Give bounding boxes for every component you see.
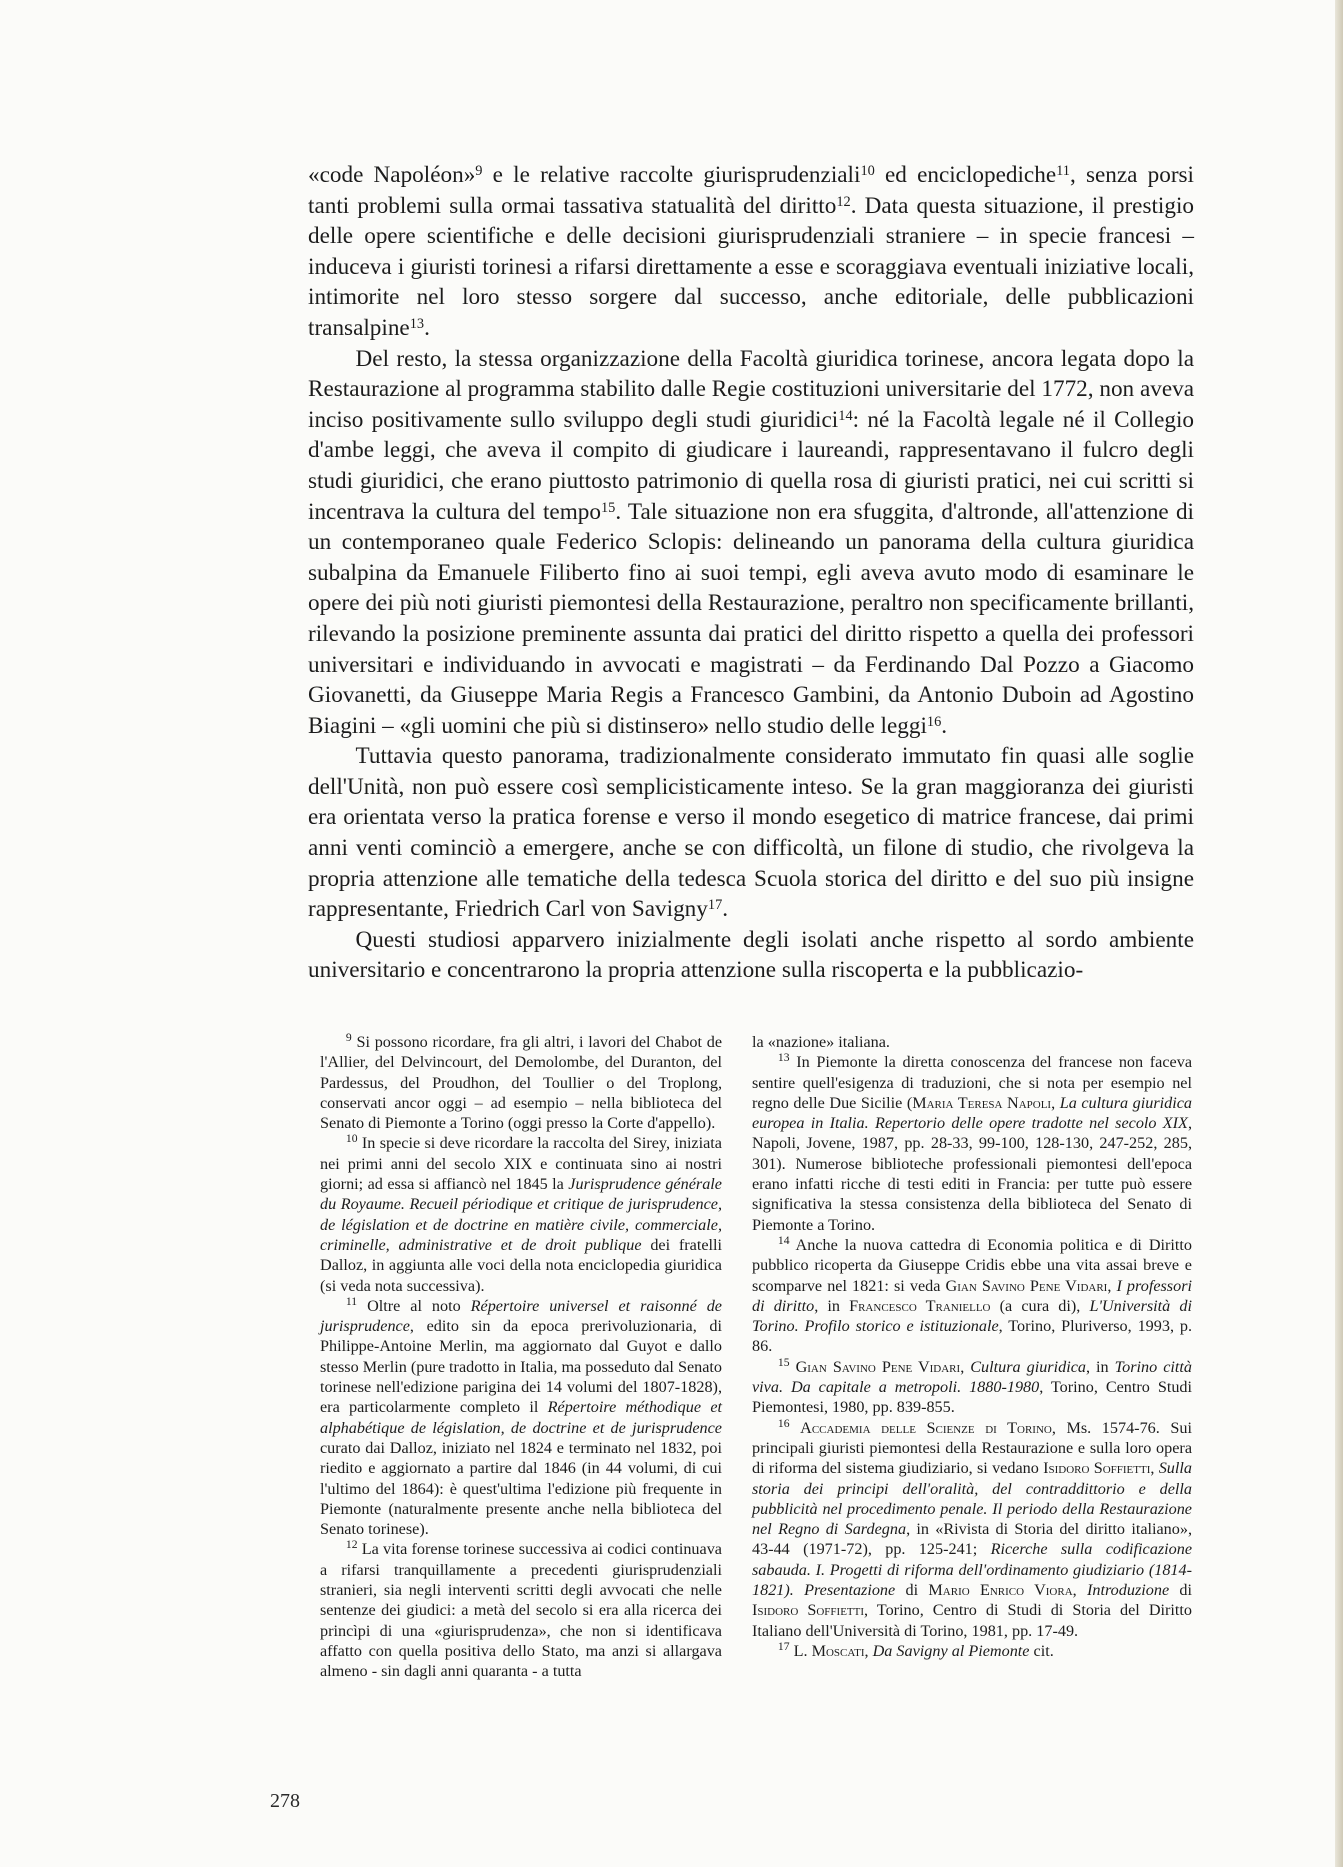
footnotes-right-column bbox=[752, 1032, 1192, 1661]
text-run: In Piemonte la diretta conoscenza del francese non faceva sentire quell'esigenza di traduzioni, che si nota per esempio nel regno delle Due Sicilie ( bbox=[752, 1053, 1192, 1112]
author-name: Isidoro Soffietti bbox=[752, 1601, 865, 1620]
text-run: . bbox=[424, 314, 430, 341]
text-run: , in «Rivista di Storia del diritto italiano», 43-44 (1971-72), pp. 125-241; bbox=[752, 1520, 1193, 1559]
text-run: , edito sin da epoca prerivoluzionaria, di Philippe-Antoine Merlin, ma aggiornato dal Guyot e dallo stesso Merlin (pure tradotto in Italia, ma posseduto dal Senato torinese nell'edizione parigina dei 14 volumi del 1807-1828), era particolarmente completo il bbox=[320, 1317, 722, 1417]
footnote-marker: 15 bbox=[600, 499, 616, 516]
text-run: di bbox=[895, 1581, 929, 1600]
footnote bbox=[752, 1235, 1192, 1357]
body-text bbox=[308, 160, 1194, 986]
footnote-marker: 13 bbox=[777, 1051, 790, 1065]
text-run: , Torino, Centro Studi Piemontesi, 1980, pp. 839-855. bbox=[752, 1378, 1192, 1417]
text-run: la «nazione» italiana. bbox=[752, 1033, 890, 1051]
italic-title: I professori di diritto bbox=[752, 1276, 1192, 1315]
author-name: Francesco Traniello bbox=[849, 1296, 991, 1315]
text-run: Oltre al noto bbox=[357, 1296, 471, 1315]
text-run: curato dai Dalloz, iniziato nel 1824 e terminato nel 1832, poi riedito e aggiornato a partire dal 1846 (in 44 volumi, di cui l'ultimo del 1864): è quest'ultima l'edizione più frequente in Piemonte (naturalmente presente anche nella biblioteca del Senato torinese). bbox=[320, 1438, 722, 1539]
text-run: cit. bbox=[1029, 1641, 1054, 1660]
footnote bbox=[320, 1539, 722, 1681]
text-run: . Tale situazione non era sfuggita, d'altronde, all'attenzione di un contemporaneo quale Federico Sclopis: delineando un panorama della cultura giuridica subalpina da Emanuele Filiberto fino ai suoi tempi, egli aveva avuto modo di esaminare le opere dei più noti giuristi piemontesi della Restaurazione, peraltro non specificamente brillanti, rilevando la posizione preminente assunta dai pratici del diritto rispetto a quella dei professori universitari e individuando in avvocati e magistrati – da Ferdinando Dal Pozzo a Giacomo Giovanetti, da Giuseppe Maria Regis a Francesco Gambini, da Antonio Duboin ad Agostino Biagini – «gli uomini che più si distinsero» nello studio delle leggi bbox=[308, 498, 1195, 739]
paragraph bbox=[308, 741, 1194, 925]
footnote-marker: 17 bbox=[707, 897, 723, 914]
footnote bbox=[752, 1418, 1192, 1641]
text-run: . bbox=[722, 896, 729, 923]
text-run bbox=[790, 1419, 801, 1437]
paragraph bbox=[308, 344, 1194, 742]
author-name: Accademia delle Scienze di Torino bbox=[800, 1418, 1052, 1437]
footnote bbox=[752, 1032, 1192, 1052]
text-run: (a cura di), bbox=[990, 1296, 1090, 1315]
footnote-marker: 17 bbox=[777, 1640, 790, 1654]
footnotes-left-column bbox=[320, 1032, 722, 1682]
text-run: , Napoli, Jovene, 1987, pp. 28-33, 99-100, 128-130, 247-252, 285, 301). Numerose biblioteche professionali piemontesi dell'epoca erano infatti ricche di testi editi in Francia: per tutte può essere significativa la stessa consistenza della biblioteca del Senato di Piemonte a Torino. bbox=[752, 1114, 1192, 1234]
text-run: dei fratelli Dalloz, in aggiunta alle voci della nota enciclopedia giuridica (si veda nota successiva). bbox=[320, 1235, 723, 1295]
text-run: , bbox=[1150, 1459, 1159, 1478]
author-name: Maria Teresa Napoli bbox=[912, 1093, 1052, 1112]
text-run: , Torino, Pluriverso, 1993, p. 86. bbox=[752, 1317, 1192, 1356]
text-run: e le relative raccolte giurisprudenziali bbox=[482, 162, 861, 188]
text-run: , bbox=[864, 1641, 873, 1660]
text-run: : né la Facoltà legale né il Collegio d'ambe leggi, che aveva il compito di giudicare i laureandi, rappresentavano il fulcro degli studi giuridici, che erano piuttosto patrimonio di quella rosa di giuristi pratici, nei cui scritti si incentrava la cultura del tempo bbox=[308, 406, 1194, 525]
text-run: La vita forense torinese successiva ai codici continuava a rifarsi tranquillamente a precedenti giurisprudenziali stranieri, sia negli interventi scritti degli avvocati che nelle sentenze dei giudici: a metà del secolo si era alla ricerca dei princìpi di una «giurisprudenza», che non si identificava affatto con quella positiva dello Stato, ma anzi si allargava almeno - sin dagli anni quaranta - a tutta bbox=[320, 1540, 722, 1681]
text-run: , bbox=[1107, 1276, 1117, 1295]
text-run: «code Napoléon» bbox=[308, 162, 476, 188]
footnote-marker: 16 bbox=[777, 1416, 790, 1430]
text-run: , bbox=[1072, 1581, 1087, 1600]
footnote-marker: 10 bbox=[345, 1132, 358, 1146]
italic-title: Jurisprudence générale du Royaume. Recueil périodique et critique de jurisprudence, de législation et de doctrine en matière civile, commerciale, criminelle, administrative et de droit publique bbox=[320, 1175, 722, 1254]
text-run: Del resto, la stessa organizzazione della Facoltà giuridica torinese, ancora legata dopo la Restaurazione al programma stabilito dalle Regie costituzioni universitarie del 1772, non aveva inciso positivamente sullo sviluppo degli studi giuridici bbox=[308, 345, 1195, 433]
text-run: ed enciclopediche bbox=[874, 162, 1057, 188]
footnote bbox=[752, 1357, 1192, 1418]
italic-title: L'Università di Torino. Profilo storico e istituzionale bbox=[752, 1296, 1192, 1336]
italic-title: La cultura giuridica europea in Italia. Repertorio delle opere tradotte nel secolo XIX bbox=[752, 1093, 1192, 1133]
author-name: Gian Savino Pene Vidari bbox=[945, 1276, 1108, 1295]
footnote-marker: 11 bbox=[345, 1295, 358, 1309]
text-run: , Ms. 1574-76. Sui principali giuristi piemontesi della Restaurazione e sulla loro opera di riforma del sistema giudiziario, si vedano bbox=[752, 1418, 1192, 1478]
text-run: In specie si deve ricordare la raccolta del Sirey, iniziata nei primi anni del secolo XIX e continuata sino ai nostri giorni; ad essa si affiancò nel 1845 la bbox=[320, 1134, 722, 1194]
text-run: , bbox=[960, 1357, 971, 1376]
italic-title: Sulla storia dei principi dell'oralità, del contraddittorio e della pubblicità nel procedimento penale. Il periodo della Restaurazione nel Regno di Sardegna bbox=[752, 1459, 1192, 1539]
text-run: Si possono ricordare, fra gli altri, i lavori del Chabot de l'Allier, del Delvincourt, del Demolombe, del Duranton, del Pardessus, del Proudhon, del Toullier o del Troplong, conservati ancor oggi – ad esempio – nella biblioteca del Senato di Piemonte a Torino (oggi presso la Corte d'appello). bbox=[320, 1033, 722, 1133]
footnote-marker: 11 bbox=[1056, 162, 1070, 179]
footnote bbox=[320, 1296, 722, 1540]
text-run: , senza porsi tanti problemi sulla ormai tassativa statualità del diritto bbox=[308, 162, 1195, 219]
author-name: Isidoro Soffietti bbox=[1043, 1459, 1151, 1478]
page-number: 278 bbox=[270, 1790, 300, 1812]
footnote-marker: 9 bbox=[345, 1031, 352, 1045]
footnote-marker: 14 bbox=[777, 1234, 790, 1248]
paragraph bbox=[308, 160, 1194, 344]
italic-title: Répertoire universel et raisonné de jurisprudence bbox=[320, 1296, 722, 1336]
footnote-marker: 16 bbox=[926, 713, 942, 730]
italic-title: Introduzione bbox=[1087, 1581, 1170, 1600]
footnote-marker: 12 bbox=[345, 1538, 358, 1552]
text-run: di bbox=[1169, 1581, 1193, 1600]
footnote bbox=[320, 1133, 722, 1295]
paragraph bbox=[308, 925, 1194, 986]
text-run: Anche la nuova cattedra di Economia politica e di Diritto pubblico ricoperta da Giuseppe Cridis ebbe una vita assai breve e scomparve nel 1821: si veda bbox=[752, 1235, 1192, 1295]
text-run: Questi studiosi apparvero inizialmente degli isolati anche rispetto al sordo ambiente universitario e concentrarono la propria attenzione sulla riscoperta e la pubblicazio- bbox=[308, 926, 1194, 984]
italic-title: Ricerche sulla codificazione sabauda. I. Progetti di riforma dell'ordinamento giudiziario (1814-1821). Presentazione bbox=[752, 1540, 1193, 1600]
italic-title: Répertoire méthodique et alphabétique de législation, de doctrine et de jurisprudence bbox=[320, 1398, 723, 1437]
italic-title: Cultura giuridica bbox=[970, 1357, 1086, 1376]
text-run: , in bbox=[814, 1296, 850, 1315]
footnote-marker: 15 bbox=[777, 1355, 790, 1369]
footnote-marker: 13 bbox=[409, 315, 425, 332]
author-name: L. Moscati bbox=[793, 1641, 865, 1660]
italic-title: Torino città viva. Da capitale a metropoli. 1880-1980 bbox=[752, 1357, 1193, 1397]
text-run: , in bbox=[1085, 1357, 1115, 1376]
footnote-marker: 12 bbox=[836, 193, 851, 210]
footnote-marker: 9 bbox=[475, 162, 483, 179]
author-name: Gian Savino Pene Vidari bbox=[795, 1357, 961, 1376]
text-run: . Data questa situazione, il prestigio delle opere scientifiche e delle decisioni giurisprudenziali straniere – in specie francesi – induceva i giuristi torinesi a rifarsi direttamente a esse e scoraggiava eventuali iniziative locali, intimorite nel loro stesso sorgere dal successo, anche editoriale, delle pubblicazioni transalpine bbox=[308, 192, 1195, 341]
footnote bbox=[752, 1052, 1192, 1235]
footnote-marker: 14 bbox=[838, 407, 853, 424]
text-run: , Torino, Centro di Studi di Storia del Diritto Italiano dell'Università di Torino, 1981, pp. 17-49. bbox=[752, 1601, 1192, 1640]
text-run: . bbox=[941, 712, 948, 739]
author-name: Mario Enrico Viora bbox=[928, 1581, 1073, 1600]
footnote bbox=[320, 1032, 722, 1133]
footnote-marker: 10 bbox=[860, 162, 875, 179]
footnote bbox=[752, 1641, 1192, 1661]
text-run: , bbox=[1051, 1093, 1060, 1112]
text-run: Tuttavia questo panorama, tradizionalmente considerato immutato fin quasi alle soglie dell'Unità, non può essere così semplicisticamente inteso. Se la gran maggioranza dei giuristi era orientata verso la pratica forense e verso il mondo esegetico di matrice francese, dai primi anni venti cominciò a emergere, anche se con difficoltà, un filone di studio, che rivolgeva la propria attenzione alle tematiche della tedesca Scuola storica del diritto e del suo più insigne rappresentante, Friedrich Carl von Savigny bbox=[308, 743, 1194, 923]
italic-title: Da Savigny al Piemonte bbox=[872, 1641, 1030, 1660]
page-edge-shadow bbox=[1335, 0, 1343, 1867]
